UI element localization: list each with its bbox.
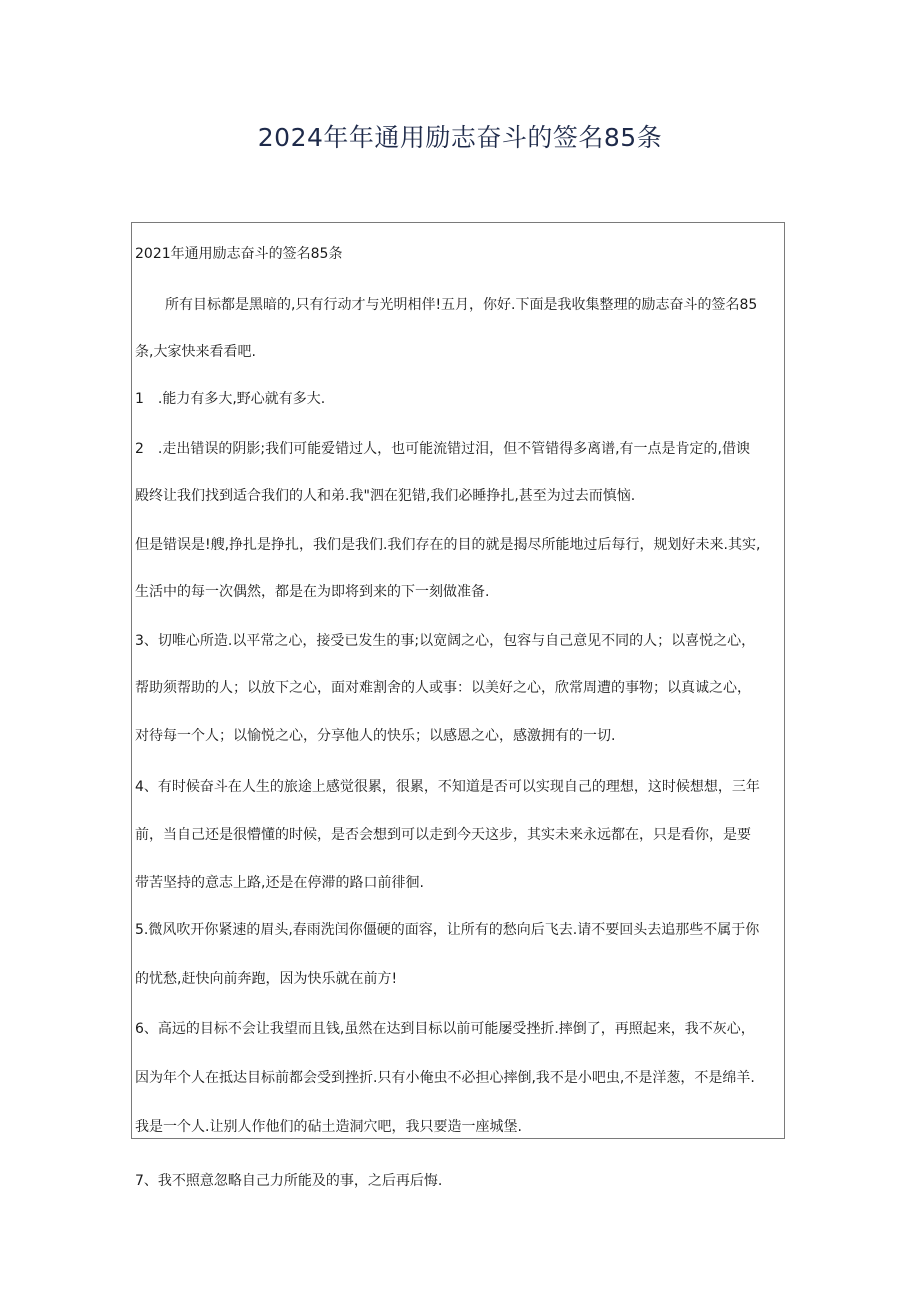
box-line: 殿终让我们找到适合我们的人和弟.我"泗在犯错,我们必睡挣扎,甚至为过去而慎恼. bbox=[135, 488, 636, 504]
item-7-line: 7、我不照意忽略自己力所能及的事，之后再后悔. bbox=[135, 1173, 443, 1189]
box-line: 我是一个人.让别人作他们的砧土造洞穴吧，我只要造一座城堡. bbox=[135, 1119, 522, 1135]
box-line: 但是错误是!艘,挣扎是挣扎，我们是我们.我们存在的目的就是揭尽所能地过后每行，规划好未来.其实, bbox=[135, 537, 761, 553]
box-line-item-1: 1 .能力有多大,野心就有多大. bbox=[135, 391, 326, 407]
box-line-item-5: 5.微风吹开你紧速的眉头,春雨洗闰你僵硬的面容，让所有的愁向后飞去.请不要回头去追那些不属于你 bbox=[135, 922, 760, 938]
box-line: 前，当自己还是很懵懂的时候，是否会想到可以走到今天这步，其实未来永远都在，只是看你，是要 bbox=[135, 827, 751, 843]
box-line-item-2: 2 .走出错误的阴影;我们可能爱错过人，也可能流错过泪，但不管错得多离谱,有一点是肯定的,借谀 bbox=[135, 441, 750, 457]
page-title: 2024年年通用励志奋斗的签名85条 bbox=[257, 123, 663, 152]
box-line: 帮助须帮助的人；以放下之心，面对难割舍的人或事：以美好之心，欣常周遭的事物；以真诚之心， bbox=[135, 680, 751, 696]
box-line: 因为年个人在抵达目标前都会受到挫折.只有小俺虫不必担心摔倒,我不是小吧虫,不是洋葱，不是绵羊. bbox=[135, 1070, 755, 1086]
box-line: 带苦坚持的意志上路,还是在停滞的路口前徘徊. bbox=[135, 875, 424, 891]
box-line-subtitle: 2021年通用励志奋斗的签名85条 bbox=[135, 246, 343, 262]
box-line-intro: 所有目标都是黑暗的,只有行动才与光明相伴!五月，你好.下面是我收集整理的励志奋斗的签名85 bbox=[165, 297, 758, 313]
box-line-item-6: 6、高远的目标不会让我望而且钱,虽然在达到目标以前可能屡受挫折.摔倒了，再照起来，我不灰心， bbox=[135, 1021, 755, 1037]
box-line: 的忧愁,赶快向前奔跑，因为快乐就在前方! bbox=[135, 971, 398, 987]
box-line-item-4: 4、有时候奋斗在人生的旅途上感觉很累，很累，不知道是否可以实现自己的理想，这时候想想，三年 bbox=[135, 779, 760, 795]
box-line: 对待每一个人；以愉悦之心，分享他人的快乐；以感恩之心，感激拥有的一切. bbox=[135, 728, 616, 744]
box-line-item-3: 3、切唯心所造.以平常之心，接受已发生的事;以宽阔之心，包容与自己意见不同的人；以喜悦之心， bbox=[135, 633, 756, 649]
box-line: 条,大家快来看看吧. bbox=[135, 344, 256, 360]
box-line: 生活中的每一次偶然，都是在为即将到来的下一刻做准备. bbox=[135, 584, 490, 600]
